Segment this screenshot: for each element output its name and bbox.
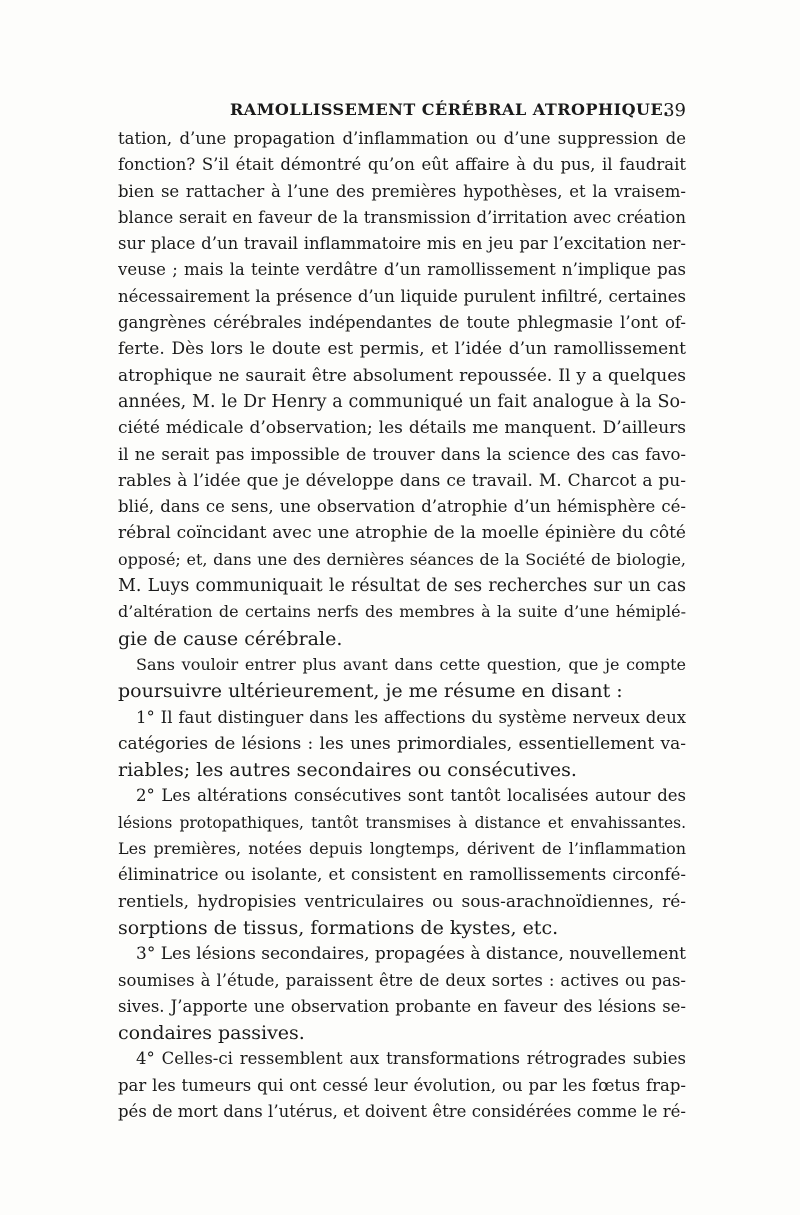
text-line: 3° Les lésions secondaires, propagées à distance, nouvellement <box>136 944 686 965</box>
text-line: éliminatrice ou isolante, et consistent en ramollissements circonfé- <box>118 865 686 885</box>
text-line: riables; les autres secondaires ou consécutives. <box>118 759 577 782</box>
body-text <box>118 126 686 1186</box>
text-line: gangrènes cérébrales indépendantes de toute phlegmasie l’ont of- <box>118 313 686 333</box>
text-line: gie de cause cérébrale. <box>118 627 343 650</box>
text-line: soumises à l’étude, paraissent être de deux sortes : actives ou pas- <box>118 970 686 990</box>
text-line: blance serait en faveur de la transmission d’irritation avec création <box>118 207 686 227</box>
text-line: veuse ; mais la teinte verdâtre d’un ramollissement n’implique pas <box>118 260 686 280</box>
text-line: sur place d’un travail inflammatoire mis en jeu par l’excitation ner- <box>118 234 686 254</box>
text-line: par les tumeurs qui ont cessé leur évolution, ou par les fœtus frap- <box>118 1075 686 1095</box>
text-line: condaires passives. <box>118 1022 305 1045</box>
text-line: sorptions de tissus, formations de kystes, etc. <box>118 916 559 939</box>
text-line: 4° Celles-ci ressemblent aux transformations rétrogrades subies <box>136 1049 686 1069</box>
text-line: 1° Il faut distinguer dans les affections du système nerveux deux <box>136 707 686 727</box>
text-line: catégories de lésions : les unes primordiales, essentiellement va- <box>118 733 686 754</box>
text-line: atrophique ne saurait être absolument repoussée. Il y a quelques <box>118 365 686 386</box>
text-line: M. Luys communiquait le résultat de ses recherches sur un cas <box>118 576 686 597</box>
text-line: 2° Les altérations consécutives sont tantôt localisées autour des <box>136 786 686 806</box>
text-line: rébral coïncidant avec une atrophie de la moelle épinière du côté <box>118 523 686 544</box>
text-line: d’altération de certains nerfs des membres à la suite d’une hémiplé- <box>118 602 686 622</box>
text-line: tation, d’une propagation d’inflammation ou d’une suppression de <box>118 129 686 148</box>
text-line: bien se rattacher à l’une des premières hypothèses, et la vraisem- <box>118 181 686 201</box>
text-line: nécessairement la présence d’un liquide purulent infiltré, certaines <box>118 286 686 306</box>
text-line: années, M. le Dr Henry a communiqué un fait analogue à la So- <box>118 391 686 412</box>
running-head <box>118 100 686 124</box>
text-line: il ne serait pas impossible de trouver dans la science des cas favo- <box>118 444 686 464</box>
text-line: rables à l’idée que je développe dans ce travail. M. Charcot a pu- <box>118 470 686 491</box>
text-line: ferte. Dès lors le doute est permis, et l’idée d’un ramollissement <box>118 339 686 360</box>
text-line: rentiels, hydropisies ventriculaires ou sous-arachnoïdiennes, ré- <box>118 891 686 912</box>
text-line: pés de mort dans l’utérus, et doivent être considérées comme le ré- <box>118 1101 686 1121</box>
text-line: lésions protopathiques, tantôt transmises à distance et envahissantes. <box>118 813 686 832</box>
text-line: sives. J’apporte une observation probante en faveur des lésions se- <box>118 996 686 1016</box>
text-line: ciété médicale d’observation; les détails me manquent. D’ailleurs <box>118 418 686 439</box>
text-line: poursuivre ultérieurement, je me résume en disant : <box>118 680 623 703</box>
text-line: Les premières, notées depuis longtemps, dérivent de l’inflammation <box>118 839 686 859</box>
text-line: opposé; et, dans une des dernières séances de la Société de biologie, <box>118 549 686 569</box>
text-line: Sans vouloir entrer plus avant dans cette question, que je compte <box>136 654 686 674</box>
running-title: RAMOLLISSEMENT CÉRÉBRAL ATROPHIQUE. <box>230 100 670 119</box>
text-line: fonction? S’il était démontré qu’on eût affaire à du pus, il faudrait <box>118 155 686 175</box>
page-number: 39 <box>663 100 686 121</box>
text-line: blié, dans ce sens, une observation d’atrophie d’un hémisphère cé- <box>118 497 686 517</box>
